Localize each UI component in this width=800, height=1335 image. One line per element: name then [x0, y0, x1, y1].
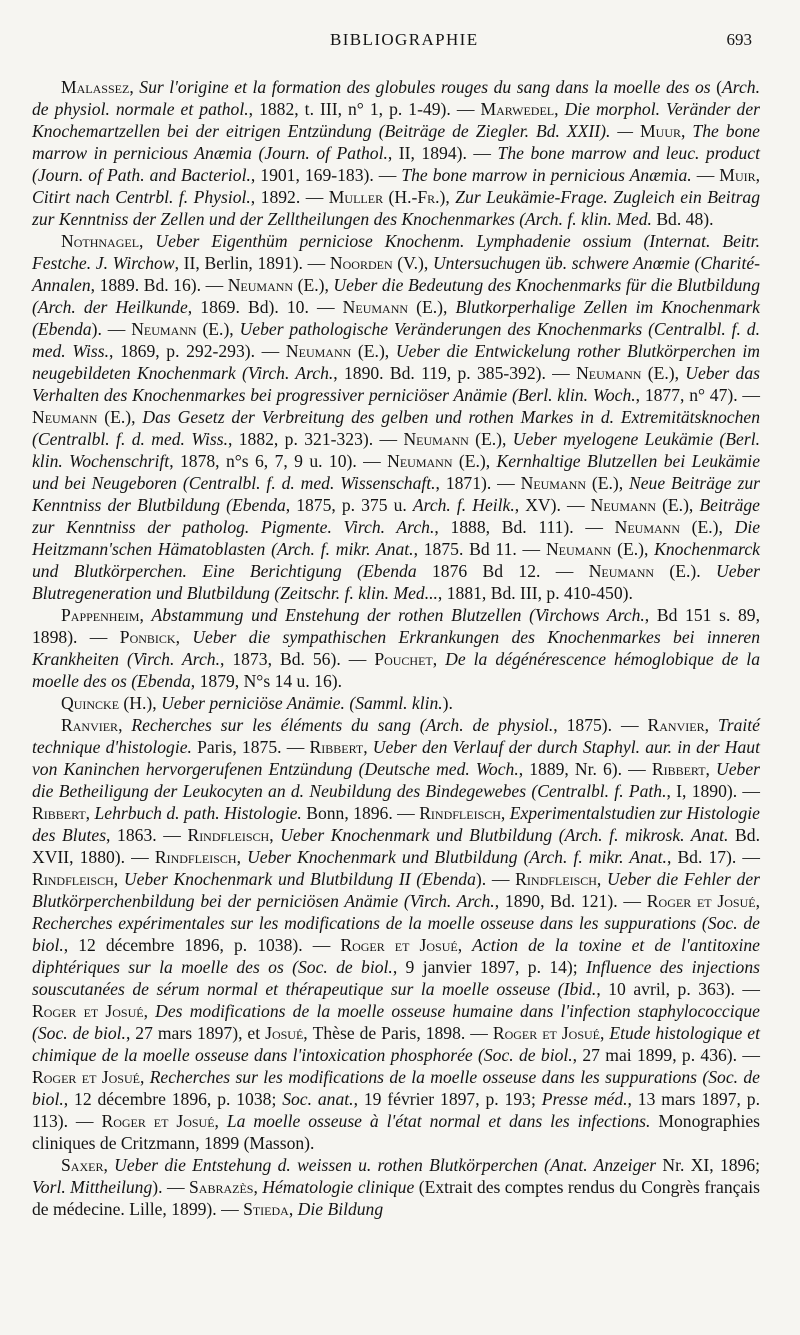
- author-name: Roger et Josué,: [32, 1001, 156, 1021]
- author-name: Neumann (E.),: [342, 297, 456, 317]
- author-name: Neumann (E.),: [576, 363, 686, 383]
- citation-text: , Bd 151 s. 89, 1898). —: [32, 605, 761, 647]
- citation-text: Bd. 48).: [651, 209, 714, 229]
- citation-title: Die morphol. Veränder der Knochemartzellen bei der eitrigen Entzündung (Beiträge de Ziegler. Bd. XXII). —: [32, 99, 760, 141]
- author-name: Rindfleisch,: [515, 869, 608, 889]
- citation-text: , 1875, p. 375 u.: [285, 495, 413, 515]
- author-name: Neumann (E.),: [285, 341, 396, 361]
- citation-text: , 1877, n° 47). —: [635, 385, 760, 405]
- author-name: Neumann (E.),: [614, 517, 735, 537]
- citation-text: , 1889. Bd. 16). —: [90, 275, 228, 295]
- citation-text: , 9 janvier 1897, p. 14);: [392, 957, 586, 977]
- citation-text: , 1878, n°s 6, 7, 9 u. 10). —: [169, 451, 388, 471]
- page-number: 693: [726, 30, 752, 49]
- author-name: Neumann (E.),: [131, 319, 240, 339]
- citation-title: Hématologie clinique: [262, 1177, 415, 1197]
- author-name: Pappenheim,: [61, 605, 152, 625]
- author-name: Marwedel,: [480, 99, 565, 119]
- citation-title: Des modifications de la moelle osseuse humaine dans l'infection staphylococcique (Soc. de biol.: [32, 1001, 760, 1043]
- bibliography-paragraph: [32, 76, 760, 230]
- citation-text: ). —: [152, 1177, 189, 1197]
- citation-title: Ueber Knochenmark und Blutbildung (Arch. f. mikrosk. Anat.: [280, 825, 729, 845]
- author-name: Neumann (E.),: [545, 539, 655, 559]
- citation-text: , 1892. —: [250, 187, 329, 207]
- citation-title: Sur l'origine et la formation des globules rouges du sang dans la moelle des os: [139, 77, 717, 97]
- citation-text: , II, Berlin, 1891). —: [174, 253, 330, 273]
- citation-text: Thèse de Paris, 1898. —: [312, 1023, 493, 1043]
- citation-text: , I, 1890). —: [666, 781, 760, 801]
- citation-title: Zur Leukämie-Frage. Zugleich ein Beitrag zur Kenntniss der Zellen und der Zelltheilungen des Knochenmarkes (Arch. f. klin. Med.: [32, 187, 761, 229]
- author-name: Malassez,: [61, 77, 140, 97]
- citation-title: De la dégénérescence hémoglobique de la moelle des os (Ebenda: [32, 649, 760, 691]
- author-name: Roger et Josué,: [492, 1023, 610, 1043]
- citation-text: ).: [442, 693, 453, 713]
- citation-text: , 1881, Bd. III, p. 410-450).: [437, 583, 633, 603]
- citation-title: The bone marrow in pernicious Anæmia.: [401, 165, 697, 185]
- author-name: Muller (H.-Fr.),: [328, 187, 456, 207]
- citation-title: Ueber myelogene Leukämie (Berl. klin. Wochenschrift: [32, 429, 760, 471]
- citation-text: , 1869. Bd). 10. —: [187, 297, 343, 317]
- citation-title: Ueber das Verhalten des Knochenmarkes bei progressiver perniciöser Anämie (Berl. klin. Woch.: [32, 363, 760, 405]
- citation-text: ). —: [91, 319, 132, 339]
- citation-title: The bone marrow in pernicious Anæmia (Journ. of Pathol.: [32, 121, 760, 163]
- citation-text: , 19 février 1897, p. 193;: [353, 1089, 542, 1109]
- citation-title: Lehrbuch d. path. Histologie.: [94, 803, 302, 823]
- citation-title: Untersuchugen üb. schwere Anœmie (Charité-Annalen: [32, 253, 761, 295]
- citation-title: Etude histologique et chimique de la moelle osseuse dans l'intoxication phosphorée (Soc. de biol.: [32, 1023, 761, 1065]
- author-name: Neumann (E.),: [32, 407, 143, 427]
- citation-text: , 1873, Bd. 56). —: [219, 649, 375, 669]
- citation-text: Bd. XVII, 1880). —: [32, 825, 760, 867]
- citation-title: Neue Beiträge zur Kenntniss der Blutbildung (Ebenda: [32, 473, 760, 515]
- author-name: Neumann (E.),: [227, 275, 334, 295]
- author-name: Rindfleisch,: [32, 869, 124, 889]
- citation-text: , 12 décembre 1896, p. 1038;: [63, 1089, 283, 1109]
- citation-title: Ueber perniciöse Anämie. (Samml. klin.: [161, 693, 443, 713]
- author-name: Stieda,: [243, 1199, 298, 1219]
- citation-text: , XV). —: [514, 495, 591, 515]
- author-name: Roger et Josué,: [101, 1111, 227, 1131]
- author-name: Rindfleisch,: [419, 803, 510, 823]
- citation-title: Ueber die Entstehung d. weissen u. rothen Blutkörperchen (Anat. Anzeiger: [114, 1155, 657, 1175]
- citation-title: Recherches sur les éléments du sang (Arch. de physiol.: [131, 715, 554, 735]
- citation-title: Ueber den Verlauf der durch Staphyl. aur. in der Haut von Kaninchen hervorgerufenen Entzündung (Deutsche med. Woch.: [32, 737, 760, 779]
- citation-text: , 1879, N°s 14 u. 16).: [190, 671, 343, 691]
- citation-title: Citirt nach Centrbl. f. Physiol.: [32, 187, 251, 207]
- citation-title: Influence des injections souscutanées de sérum normal et thérapeutique sur la moelle osseuse (Ibid.: [32, 957, 760, 999]
- citation-text: , 1869, p. 292-293). —: [109, 341, 286, 361]
- citation-text: Nr. XI, 1896;: [656, 1155, 761, 1175]
- citation-text: , 1882, t. III, n° 1, p. 1-49). —: [248, 99, 481, 119]
- citation-title: La moelle osseuse à l'état normal et dans les infections.: [226, 1111, 651, 1131]
- citation-text: , 1875). —: [553, 715, 648, 735]
- bibliography-paragraph: [32, 604, 760, 692]
- author-name: Roger et Josué,: [340, 935, 473, 955]
- author-name: Ranvier,: [647, 715, 718, 735]
- citation-text: (: [716, 77, 723, 97]
- citation-title: The bone marrow and leuc. product (Journ. of Path. and Bacteriol.: [32, 143, 761, 185]
- author-name: Neumann (E.).: [588, 561, 717, 581]
- bibliography-paragraph: [32, 714, 760, 1154]
- citation-text: , 13 mars 1897, p. 113). —: [32, 1089, 760, 1131]
- author-name: Nothnagel,: [61, 231, 156, 251]
- page-header-title: BIBLIOGRAPHIE: [330, 30, 479, 49]
- author-name: Ponbick,: [119, 627, 193, 647]
- author-name: Roger et Josué,: [32, 1067, 150, 1087]
- author-name: Neumann (E.),: [520, 473, 629, 493]
- citation-text: , 1871). —: [435, 473, 521, 493]
- citation-title: Recherches expérimentales sur les modifications de la moelle osseuse dans les suppurations (Soc. de biol.: [32, 913, 760, 955]
- author-name: Pouchet,: [374, 649, 446, 669]
- author-name: Neumann (E.),: [387, 451, 497, 471]
- author-name: Ranvier,: [61, 715, 132, 735]
- citation-title: Action de la toxine et de l'antitoxine diphtériques sur la moelle des os (Soc. de biol.: [32, 935, 760, 977]
- citation-title: Ueber die Betheiligung der Leukocyten an d. Neubildung des Bindegewebes (Centralbl. f. Path.: [32, 759, 760, 801]
- citation-text: , 12 décembre 1896, p. 1038). —: [63, 935, 341, 955]
- citation-title: Abstammung und Enstehung der rothen Blutzellen (Virchows Arch.: [151, 605, 645, 625]
- citation-title: Beiträge zur Kenntniss der patholog. Pigmente. Virch. Arch.: [32, 495, 760, 537]
- citation-title: Arch. f. Heilk.: [412, 495, 515, 515]
- bibliography-paragraph: [32, 230, 760, 604]
- citation-text: , 1889, Nr. 6). —: [518, 759, 652, 779]
- running-head: [32, 30, 760, 50]
- citation-title: Die Bildung: [297, 1199, 384, 1219]
- author-name: Neumann (E.),: [403, 429, 513, 449]
- author-name: Quincke (H.),: [61, 693, 162, 713]
- author-name: Ribbert,: [32, 803, 95, 823]
- bibliography-paragraph: [32, 692, 760, 714]
- author-name: Saxer,: [61, 1155, 115, 1175]
- bibliography-body: [32, 76, 760, 1220]
- citation-title: Ueber pathologische Veränderungen des Knochenmarks (Centralbl. f. d. med. Wiss.: [32, 319, 760, 361]
- citation-text: , Bd. 17). —: [666, 847, 760, 867]
- author-name: Neumann (E.),: [590, 495, 700, 515]
- citation-text: , 27 mai 1899, p. 436). —: [572, 1045, 760, 1065]
- citation-title: Knochenmarck und Blutkörperchen. Eine Berichtigung (Ebenda: [32, 539, 760, 581]
- citation-text: , 1890, Bd. 121). —: [494, 891, 647, 911]
- citation-text: , II, 1894). —: [387, 143, 498, 163]
- citation-title: Traité technique d'histologie.: [32, 715, 760, 757]
- citation-title: Soc. anat.: [282, 1089, 354, 1109]
- citation-title: Arch. de physiol. normale et pathol.: [32, 77, 760, 119]
- citation-text: , 1863. —: [106, 825, 188, 845]
- citation-title: Ueber die Fehler der Blutkörperchenbildung bei der perniciösen Anämie (Virch. Arch.: [32, 869, 760, 911]
- citation-title: Ueber die sympathischen Erkrankungen des Knochenmarkes bei inneren Krankheiten (Virch. Arch.: [32, 627, 760, 669]
- citation-title: Vorl. Mittheilung: [32, 1177, 153, 1197]
- citation-text: Monographies cliniques de Critzmann, 1899 (Masson).: [32, 1111, 761, 1153]
- author-name: Josué,: [265, 1023, 313, 1043]
- citation-text: , 1875. Bd 11. —: [413, 539, 546, 559]
- citation-title: Ueber die Bedeutung des Knochenmarks für die Blutbildung (Arch. der Heilkunde: [32, 275, 760, 317]
- author-name: Ribbert,: [651, 759, 717, 779]
- citation-title: Recherches sur les modifications de la moelle osseuse dans les suppurations (Soc. de biol.: [32, 1067, 760, 1109]
- citation-title: Presse méd.: [541, 1089, 628, 1109]
- citation-title: Ueber Eigenthüm perniciose Knochenm. Lymphadenie ossium (Internat. Beitr. Festche. J. Wirchow: [32, 231, 760, 273]
- citation-title: Die Heitzmann'schen Hämatoblasten (Arch. f. mikr. Anat.: [32, 517, 761, 559]
- author-name: — Muir,: [696, 165, 761, 185]
- citation-title: Ueber die Entwickelung rother Blutkörperchen im neugebildeten Knochenmark (Virch. Arch.: [32, 341, 760, 383]
- author-name: Muur,: [640, 121, 693, 141]
- citation-text: ). —: [475, 869, 516, 889]
- citation-text: , 1901, 169-183). —: [250, 165, 402, 185]
- author-name: Ribbert,: [309, 737, 373, 757]
- bibliography-paragraph: [32, 1154, 760, 1220]
- citation-title: Ueber Knochenmark und Blutbildung II (Ebenda: [123, 869, 476, 889]
- citation-text: (Extrait des comptes rendus du Congrès français de médecine. Lille, 1899). —: [32, 1177, 760, 1219]
- author-name: Roger et Josué,: [646, 891, 761, 911]
- author-name: Rindfleisch,: [154, 847, 248, 867]
- citation-title: Das Gesetz der Verbreitung des gelben und rothen Markes in d. Extremitätsknochen (Centralbl. f. d. med. Wiss.: [32, 407, 760, 449]
- citation-text: , 1882, p. 321-323). —: [227, 429, 404, 449]
- author-name: Rindfleisch,: [187, 825, 281, 845]
- citation-text: , 27 mars 1897), et: [125, 1023, 266, 1043]
- citation-title: Ueber Blutregeneration und Blutbildung (Zeitschr. f. klin. Med...: [32, 561, 760, 603]
- citation-text: Bonn, 1896. —: [301, 803, 420, 823]
- citation-text: , 10 avril, p. 363). —: [596, 979, 760, 999]
- citation-text: , 1890. Bd. 119, p. 385-392). —: [333, 363, 577, 383]
- citation-title: Kernhaltige Blutzellen bei Leukämie und bei Neugeboren (Centralbl. f. d. med. Wissenschaft.: [32, 451, 761, 493]
- author-name: Sabrazès,: [189, 1177, 263, 1197]
- citation-text: , 1888, Bd. 111). —: [434, 517, 615, 537]
- citation-title: Blutkorperhalige Zellen im Knochenmark (Ebenda: [32, 297, 760, 339]
- citation-title: Ueber Knochenmark und Blutbildung (Arch. f. mikr. Anat.: [247, 847, 667, 867]
- citation-text: Paris, 1875. —: [191, 737, 310, 757]
- author-name: Noorden (V.),: [329, 253, 433, 273]
- citation-title: Experimentalstudien zur Histologie des Blutes: [32, 803, 760, 845]
- citation-text: 1876 Bd 12. —: [416, 561, 589, 581]
